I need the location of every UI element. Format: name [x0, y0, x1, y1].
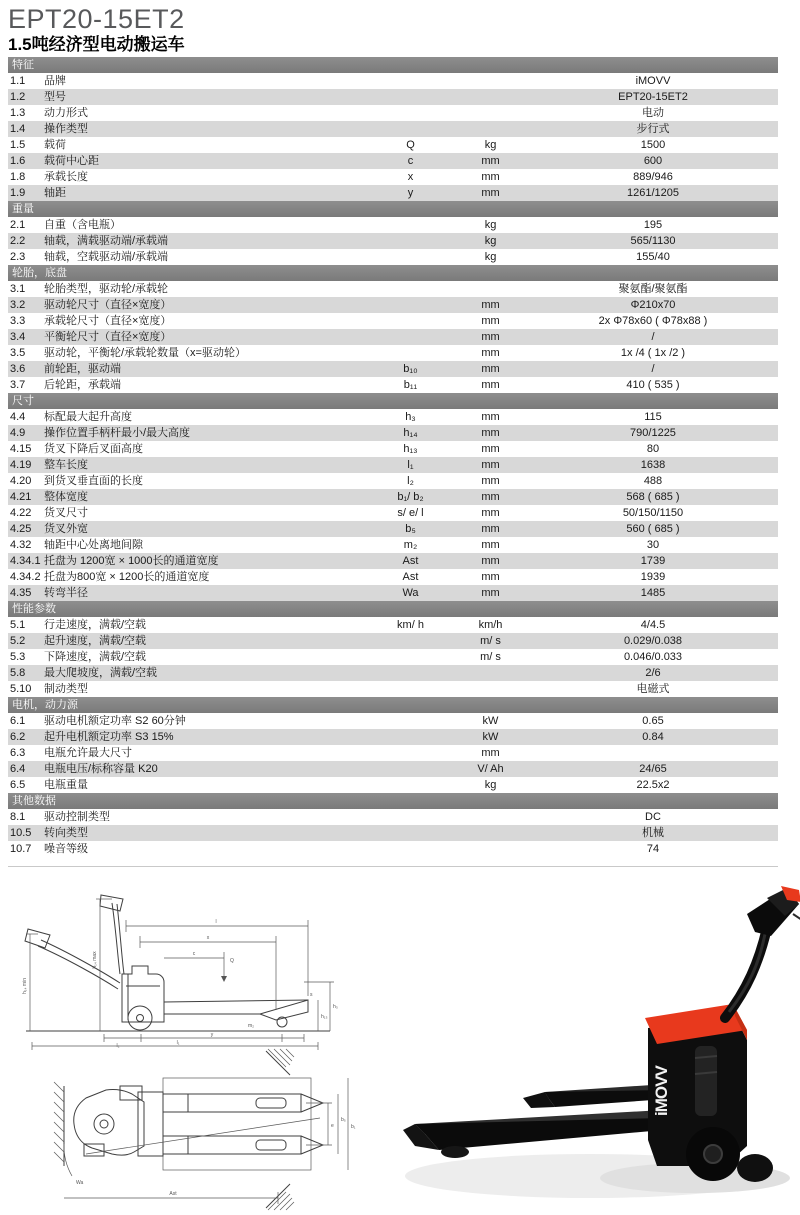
cell-val: 565/1130 [630, 235, 676, 247]
cell-sym: b₅ [405, 523, 416, 535]
cell-unit: mm [481, 523, 500, 535]
table-row [8, 585, 778, 601]
table-row [8, 841, 778, 857]
cell-unit: kg [484, 139, 497, 151]
cell-desc: 载荷 [44, 139, 66, 151]
cell-unit: mm [481, 187, 500, 199]
table-row [8, 313, 778, 329]
cell-desc: 标配最大起升高度 [44, 411, 132, 423]
cell-sym [368, 233, 453, 249]
cell-num: 1.1 [10, 75, 26, 87]
cell-unit [453, 89, 528, 105]
cell-sym [368, 809, 453, 825]
table-row [8, 473, 778, 489]
cell-desc: 电瓶允许最大尺寸 [44, 747, 132, 759]
cell-sym: b₁₁ [403, 379, 418, 391]
cell-unit: mm [481, 555, 500, 567]
table-row [8, 537, 778, 553]
cell-sym [368, 121, 453, 137]
cell-val: 1500 [640, 139, 666, 151]
cell-num: 1.6 [10, 155, 26, 167]
table-row [8, 505, 778, 521]
svg-text:h₁₄ max: h₁₄ max [92, 951, 98, 969]
cell-unit: mm [481, 347, 500, 359]
table-row [8, 105, 778, 121]
cell-num: 3.5 [10, 347, 26, 359]
cell-desc: 货叉外宽 [44, 523, 88, 535]
cell-val: 2x Φ78x60 ( Φ78x88 ) [598, 315, 708, 327]
cell-desc: 噪音等级 [44, 843, 88, 855]
table-row [8, 441, 778, 457]
cell-num: 6.1 [10, 715, 26, 727]
cell-unit: mm [481, 379, 500, 391]
cell-val: 560 ( 685 ) [626, 523, 680, 535]
cell-sym: b₁/ b₂ [397, 491, 424, 503]
cell-val: 1x /4 ( 1x /2 ) [620, 347, 686, 359]
table-row [8, 633, 778, 649]
cell-sym: m₂ [403, 539, 418, 551]
cell-unit: V/ Ah [477, 763, 504, 775]
cell-desc: 驱动轮尺寸（直径×宽度） [44, 299, 172, 311]
cell-val: 1485 [640, 587, 666, 599]
page-header [8, 4, 185, 55]
cell-desc: 轴距中心处离地间隙 [44, 539, 143, 551]
photo-handle [747, 886, 800, 936]
cell-sym: s/ e/ l [397, 507, 424, 519]
cell-unit: kg [484, 251, 497, 263]
cell-sym [368, 281, 453, 297]
table-row [8, 297, 778, 313]
cell-num: 2.1 [10, 219, 26, 231]
cell-val: 30 [646, 539, 660, 551]
svg-text:h₁₃: h₁₃ [321, 1014, 328, 1020]
cell-val: 1939 [640, 571, 666, 583]
cell-desc: 平衡轮尺寸（直径×宽度） [44, 331, 172, 343]
cell-num: 10.7 [10, 843, 32, 855]
cell-desc: 整车长度 [44, 459, 88, 471]
cell-num: 4.20 [10, 475, 32, 487]
cell-desc: 驱动控制类型 [44, 811, 110, 823]
cell-unit: kW [482, 715, 499, 727]
cell-sym [368, 681, 453, 697]
cell-unit: m/ s [480, 635, 501, 647]
cell-val: 1739 [640, 555, 666, 567]
cell-unit: mm [481, 587, 500, 599]
cell-desc: 货叉下降后叉面高度 [44, 443, 143, 455]
photo-logo: iMOVV [652, 1066, 671, 1116]
cell-val: 568 ( 685 ) [626, 491, 680, 503]
cell-val: 2/6 [645, 667, 661, 679]
cell-sym [368, 313, 453, 329]
cell-sym: h₁₃ [403, 443, 418, 455]
cell-sym [368, 649, 453, 665]
cell-unit [453, 841, 528, 857]
photo-caster [737, 1154, 773, 1182]
cell-desc: 后轮距，承载端 [44, 379, 121, 391]
cell-sym: Wa [402, 587, 419, 599]
svg-text:Q: Q [230, 958, 234, 964]
cell-unit: mm [481, 571, 500, 583]
cell-desc: 转向类型 [44, 827, 88, 839]
svg-text:y: y [210, 1032, 214, 1038]
cell-num: 1.5 [10, 139, 26, 151]
cell-unit [453, 121, 528, 137]
cell-sym [368, 105, 453, 121]
table-row [8, 345, 778, 361]
svg-text:c: c [192, 951, 196, 957]
cell-num: 2.2 [10, 235, 26, 247]
cell-desc: 托盘为 1200宽 × 1000长的通道宽度 [44, 555, 219, 567]
cell-desc: 轴载，满载驱动端/承载端 [44, 235, 169, 247]
cell-unit [453, 809, 528, 825]
cell-unit: mm [481, 427, 500, 439]
cell-val: DC [645, 811, 661, 823]
cell-desc: 操作类型 [44, 123, 88, 135]
cell-val: 0.84 [642, 731, 664, 743]
cell-desc: 轮胎类型，驱动轮/承载轮 [44, 283, 169, 295]
cell-desc: 载荷中心距 [44, 155, 99, 167]
svg-text:Wa: Wa [76, 1180, 84, 1186]
cell-num: 3.4 [10, 331, 26, 343]
side-view-drawing [8, 890, 393, 1050]
cell-num: 2.3 [10, 251, 26, 263]
cell-unit: mm [481, 539, 500, 551]
table-row [8, 185, 778, 201]
cell-num: 3.7 [10, 379, 26, 391]
section-header: 性能参数 [8, 601, 778, 617]
cell-num: 1.4 [10, 123, 26, 135]
cell-unit: mm [481, 459, 500, 471]
cell-sym: l₁ [407, 459, 414, 471]
table-row [8, 89, 778, 105]
cell-sym [368, 345, 453, 361]
cell-sym [368, 777, 453, 793]
cell-val [528, 745, 778, 761]
table-row [8, 281, 778, 297]
cell-desc: 最大爬坡度，满载/空载 [44, 667, 158, 679]
cell-sym [368, 825, 453, 841]
svg-text:l₁: l₁ [176, 1040, 180, 1046]
cell-desc: 货叉尺寸 [44, 507, 88, 519]
cell-sym: Ast [402, 571, 419, 583]
cell-unit: mm [481, 171, 500, 183]
cell-unit [453, 665, 528, 681]
cell-sym: Q [406, 139, 415, 151]
table-row [8, 233, 778, 249]
table-row [8, 569, 778, 585]
cell-unit [453, 681, 528, 697]
cell-desc: 品牌 [44, 75, 66, 87]
svg-text:b₁: b₁ [351, 1124, 356, 1130]
table-row [8, 713, 778, 729]
cell-desc: 承载长度 [44, 171, 88, 183]
cell-desc: 起升速度，满载/空载 [44, 635, 147, 647]
cell-desc: 驱动电机额定功率 S2 60分钟 [44, 715, 186, 727]
table-row [8, 409, 778, 425]
cell-num: 6.4 [10, 763, 26, 775]
cell-sym [368, 297, 453, 313]
svg-text:h₃: h₃ [333, 1004, 338, 1010]
cell-num: 1.3 [10, 107, 26, 119]
table-bottom-rule [8, 866, 778, 867]
table-row [8, 617, 778, 633]
svg-text:s: s [310, 992, 313, 998]
cell-sym [368, 217, 453, 233]
cell-desc: 轴载，空载驱动端/承载端 [44, 251, 169, 263]
cell-desc: 驱动轮，平衡轮/承载轮数量（x=驱动轮） [44, 347, 246, 359]
table-row [8, 377, 778, 393]
table-row [8, 249, 778, 265]
cell-val: 155/40 [636, 251, 670, 263]
cell-num: 8.1 [10, 811, 26, 823]
cell-num: 1.8 [10, 171, 26, 183]
cell-val: 0.046/0.033 [623, 651, 683, 663]
cell-unit: mm [481, 475, 500, 487]
cell-unit: mm [481, 315, 500, 327]
cell-val: 聚氨酯/聚氨酯 [618, 283, 688, 295]
cell-val: iMOVV [635, 75, 671, 87]
cell-num: 5.2 [10, 635, 26, 647]
cell-desc: 型号 [44, 91, 66, 103]
cell-num: 3.3 [10, 315, 26, 327]
cell-sym [368, 329, 453, 345]
cell-sym: y [407, 187, 414, 199]
cell-desc: 电瓶重量 [44, 779, 88, 791]
cell-val: 电动 [642, 107, 664, 119]
cell-sym [368, 73, 453, 89]
table-row [8, 761, 778, 777]
cell-sym [368, 761, 453, 777]
cell-num: 4.21 [10, 491, 32, 503]
cell-num: 4.32 [10, 539, 32, 551]
table-row [8, 745, 778, 761]
cell-desc: 制动类型 [44, 683, 88, 695]
table-row [8, 489, 778, 505]
cell-sym: l₂ [407, 475, 414, 487]
table-row [8, 729, 778, 745]
table-row [8, 425, 778, 441]
cell-unit: kg [484, 779, 497, 791]
svg-text:l₂: l₂ [116, 1043, 120, 1049]
cell-desc: 前轮距，驱动端 [44, 363, 121, 375]
section-header: 尺寸 [8, 393, 778, 409]
table-row [8, 665, 778, 681]
cell-desc: 轴距 [44, 187, 66, 199]
cell-val: Φ210x70 [630, 299, 676, 311]
cell-val: 80 [646, 443, 660, 455]
cell-sym: b₁₀ [403, 363, 418, 375]
cell-num: 4.9 [10, 427, 26, 439]
cell-unit: mm [481, 411, 500, 423]
cell-num: 6.5 [10, 779, 26, 791]
cell-unit: mm [481, 363, 500, 375]
cell-val: 机械 [642, 827, 664, 839]
cell-num: 4.35 [10, 587, 32, 599]
section-header: 电机，动力源 [8, 697, 778, 713]
cell-num: 3.1 [10, 283, 26, 295]
table-row [8, 457, 778, 473]
svg-text:e: e [331, 1123, 334, 1129]
cell-val: EPT20-15ET2 [618, 91, 688, 103]
photo-fork-near [403, 1110, 663, 1158]
svg-text:l: l [215, 919, 217, 925]
cell-num: 1.9 [10, 187, 26, 199]
cell-num: 4.19 [10, 459, 32, 471]
cell-desc: 到货叉垂直面的长度 [44, 475, 143, 487]
table-row [8, 153, 778, 169]
cell-val: 115 [644, 411, 662, 423]
cell-desc: 电瓶电压/标称容量 K20 [44, 763, 158, 775]
section-header: 轮胎，底盘 [8, 265, 778, 281]
cell-val: 1261/1205 [627, 187, 679, 199]
cell-num: 5.8 [10, 667, 26, 679]
cell-num: 4.34.2 [10, 571, 41, 583]
page-title: EPT20-15ET2 [8, 4, 185, 34]
cell-sym [368, 249, 453, 265]
cell-sym: c [407, 155, 414, 167]
cell-num: 4.15 [10, 443, 32, 455]
cell-num: 5.3 [10, 651, 26, 663]
svg-text:x: x [206, 935, 210, 941]
cell-unit: kg [484, 235, 497, 247]
table-row [8, 777, 778, 793]
cell-sym: h₃ [405, 411, 416, 423]
table-row [8, 329, 778, 345]
section-header: 重量 [8, 201, 778, 217]
table-row [8, 809, 778, 825]
cell-sym [368, 841, 453, 857]
product-photo [395, 878, 800, 1215]
table-row [8, 169, 778, 185]
table-row [8, 73, 778, 89]
svg-text:b₅: b₅ [341, 1117, 346, 1123]
cell-val: 22.5x2 [636, 779, 670, 791]
cell-val: 195 [643, 219, 663, 231]
cell-val: 74 [646, 843, 660, 855]
cell-num: 6.2 [10, 731, 26, 743]
cell-unit: mm [481, 491, 500, 503]
cell-unit: mm [481, 507, 500, 519]
cell-sym [368, 633, 453, 649]
cell-unit: m/ s [480, 651, 501, 663]
cell-desc: 转弯半径 [44, 587, 88, 599]
photo-fork-far [523, 1084, 667, 1108]
page-subtitle: 1.5吨经济型电动搬运车 [8, 35, 185, 54]
cell-num: 4.4 [10, 411, 26, 423]
cell-val: 步行式 [636, 123, 670, 135]
cell-sym: h₁₄ [403, 427, 418, 439]
table-row [8, 137, 778, 153]
cell-desc: 下降速度，满载/空载 [44, 651, 147, 663]
cell-num: 4.22 [10, 507, 32, 519]
cell-sym: km/ h [397, 619, 424, 631]
table-row [8, 521, 778, 537]
cell-num: 3.2 [10, 299, 26, 311]
cell-val: 0.65 [642, 715, 664, 727]
table-row [8, 649, 778, 665]
svg-text:Ast: Ast [169, 1191, 177, 1197]
photo-tiller [725, 928, 767, 1018]
table-row [8, 361, 778, 377]
section-header: 特征 [8, 57, 778, 73]
cell-val: 电磁式 [636, 683, 670, 695]
cell-sym [368, 713, 453, 729]
cell-num: 1.2 [10, 91, 26, 103]
svg-text:m₂: m₂ [248, 1023, 255, 1029]
cell-desc: 托盘为800宽 × 1200长的通道宽度 [44, 571, 210, 583]
table-row [8, 681, 778, 697]
cell-unit: kg [484, 219, 497, 231]
cell-num: 5.1 [10, 619, 26, 631]
cell-num: 6.3 [10, 747, 26, 759]
cell-unit: mm [481, 155, 500, 167]
table-row [8, 825, 778, 841]
cell-val: / [651, 331, 655, 343]
cell-sym [368, 745, 453, 761]
cell-unit: mm [481, 299, 500, 311]
cell-desc: 行走速度，满载/空载 [44, 619, 147, 631]
cell-desc: 自重（含电瓶） [44, 219, 121, 231]
cell-desc: 承载轮尺寸（直径×宽度） [44, 315, 172, 327]
cell-sym: Ast [402, 555, 419, 567]
cell-val: / [651, 363, 655, 375]
cell-sym [368, 665, 453, 681]
table-row [8, 217, 778, 233]
cell-sym [368, 89, 453, 105]
cell-desc: 起升电机额定功率 S3 15% [44, 731, 174, 743]
cell-unit: mm [481, 747, 500, 759]
cell-num: 4.34.1 [10, 555, 41, 567]
cell-num: 10.5 [10, 827, 32, 839]
cell-unit: km/h [478, 619, 503, 631]
cell-val: 1638 [640, 459, 666, 471]
cell-val: 0.029/0.038 [623, 635, 683, 647]
section-header: 其他数据 [8, 793, 778, 809]
top-view-drawing [28, 1048, 358, 1215]
cell-val: 24/65 [639, 763, 667, 775]
cell-unit [453, 281, 528, 297]
table-row [8, 121, 778, 137]
cell-sym: x [407, 171, 414, 183]
cell-val: 790/1225 [630, 427, 676, 439]
cell-unit [453, 105, 528, 121]
spec-table [8, 57, 778, 857]
cell-val: 4/4.5 [640, 619, 666, 631]
cell-unit [453, 825, 528, 841]
cell-desc: 动力形式 [44, 107, 88, 119]
cell-unit: mm [481, 443, 500, 455]
svg-text:h₁₄ min: h₁₄ min [22, 978, 28, 994]
table-row [8, 553, 778, 569]
cell-val: 410 ( 535 ) [626, 379, 680, 391]
cell-num: 4.25 [10, 523, 32, 535]
cell-desc: 整体宽度 [44, 491, 88, 503]
cell-desc: 操作位置手柄杆最小/最大高度 [44, 427, 191, 439]
cell-val: 889/946 [633, 171, 673, 183]
cell-num: 3.6 [10, 363, 26, 375]
cell-unit: mm [481, 331, 500, 343]
cell-val: 488 [643, 475, 663, 487]
cell-num: 5.10 [10, 683, 32, 695]
cell-val: 600 [643, 155, 663, 167]
cell-sym [368, 729, 453, 745]
cell-unit: kW [482, 731, 499, 743]
cell-val: 50/150/1150 [622, 507, 684, 519]
cell-unit [453, 73, 528, 89]
